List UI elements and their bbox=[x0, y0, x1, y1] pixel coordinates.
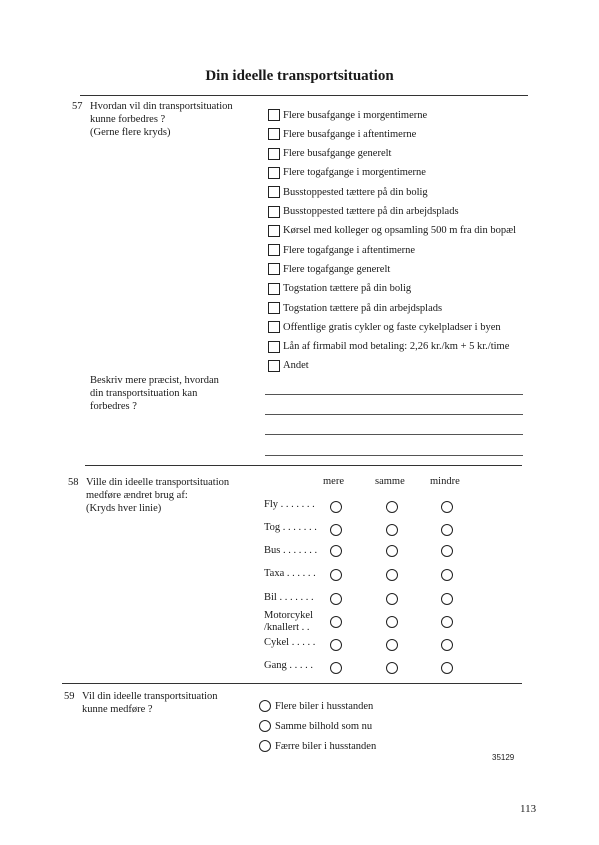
radio-mindre[interactable] bbox=[441, 662, 453, 674]
radio-mindre[interactable] bbox=[441, 616, 453, 628]
radio-mere[interactable] bbox=[330, 569, 342, 581]
checkbox[interactable] bbox=[268, 186, 280, 198]
q57-option-label: Busstoppested tættere på din bolig bbox=[283, 186, 428, 198]
checkbox[interactable] bbox=[268, 283, 280, 295]
q57-option[interactable] bbox=[268, 358, 309, 374]
transport-row-label: Motorcykel /knallert . . bbox=[264, 610, 313, 633]
transport-row-label: Fly . . . . . . . bbox=[264, 499, 315, 510]
column-header-samme: samme bbox=[375, 476, 405, 487]
radio-mindre[interactable] bbox=[441, 569, 453, 581]
q57-option-label: Flere togafgange i aftentimerne bbox=[283, 244, 416, 256]
radio-samme[interactable] bbox=[386, 524, 398, 536]
radio-mere[interactable] bbox=[330, 501, 342, 513]
q57-option-label: Flere busafgange i morgentimerne bbox=[283, 109, 428, 121]
checkbox[interactable] bbox=[268, 360, 280, 372]
radio-samme[interactable] bbox=[386, 616, 398, 628]
answer-line-3[interactable] bbox=[265, 434, 523, 435]
radio-samme[interactable] bbox=[386, 501, 398, 513]
q59-option[interactable] bbox=[259, 738, 376, 754]
transport-row-label: Bus . . . . . . . bbox=[264, 545, 318, 556]
answer-line-1[interactable] bbox=[265, 394, 523, 395]
checkbox[interactable] bbox=[268, 225, 280, 237]
q57-option[interactable] bbox=[268, 242, 415, 258]
radio-mindre[interactable] bbox=[441, 545, 453, 557]
checkbox[interactable] bbox=[268, 341, 280, 353]
q58-number: 58 bbox=[68, 477, 79, 488]
q57-option-label: Busstoppested tættere på din arbejdsplads bbox=[283, 206, 459, 217]
radio-button[interactable] bbox=[259, 740, 271, 752]
q59-option[interactable] bbox=[259, 718, 372, 734]
checkbox[interactable] bbox=[268, 109, 280, 121]
checkbox[interactable] bbox=[268, 321, 280, 333]
transport-row-label: Taxa . . . . . . bbox=[264, 568, 316, 579]
radio-mindre[interactable] bbox=[441, 639, 453, 651]
transport-row-label: Tog . . . . . . . bbox=[264, 522, 317, 533]
checkbox[interactable] bbox=[268, 244, 280, 256]
q57-option[interactable] bbox=[268, 204, 459, 220]
transport-row-label: Cykel . . . . . bbox=[264, 637, 316, 648]
q57-option-label: Flere busafgange i aftentimerne bbox=[283, 128, 417, 140]
form-code: 35129 bbox=[492, 753, 515, 762]
radio-mere[interactable] bbox=[330, 639, 342, 651]
q58-question: Ville din ideelle transportsituation medføre ændret brug af: (Kryds hver linie) bbox=[86, 477, 230, 514]
checkbox[interactable] bbox=[268, 128, 280, 140]
q57-option[interactable] bbox=[268, 184, 428, 200]
q59-option[interactable] bbox=[259, 698, 373, 714]
q57-option-label: Offentlige gratis cykler og faste cykelpladser i byen bbox=[283, 321, 501, 333]
q57-option-label: Flere togafgange i morgentimerne bbox=[283, 167, 426, 179]
q57-option[interactable] bbox=[268, 300, 442, 316]
radio-mere[interactable] bbox=[330, 593, 342, 605]
q57-option-label: Flere togafgange generelt bbox=[283, 263, 391, 275]
radio-button[interactable] bbox=[259, 720, 271, 732]
transport-row-label: Gang . . . . . bbox=[264, 660, 313, 671]
q57-option[interactable] bbox=[268, 339, 509, 355]
q57-option[interactable] bbox=[268, 107, 427, 123]
q57-number: 57 bbox=[72, 101, 83, 112]
q59-option-label: Samme bilhold som nu bbox=[275, 720, 373, 732]
q57-option-label: Flere busafgange generelt bbox=[283, 148, 392, 160]
q59-option-label: Færre biler i husstanden bbox=[275, 740, 377, 752]
q59-number: 59 bbox=[64, 691, 75, 702]
q57-option[interactable] bbox=[268, 126, 416, 142]
q57-option-label: Lån af firmabil mod betaling: 2,26 kr./km + 5 kr./time bbox=[283, 341, 510, 353]
radio-samme[interactable] bbox=[386, 545, 398, 557]
radio-mindre[interactable] bbox=[441, 593, 453, 605]
q57-describe-label: Beskriv mere præcist, hvordan din transportsituation kan forbedres ? bbox=[90, 375, 219, 412]
transport-row-label: Bil . . . . . . . bbox=[264, 592, 314, 603]
q57-option[interactable] bbox=[268, 146, 391, 162]
column-header-mere: mere bbox=[323, 476, 344, 487]
checkbox[interactable] bbox=[268, 302, 280, 314]
radio-mere[interactable] bbox=[330, 545, 342, 557]
checkbox[interactable] bbox=[268, 263, 280, 275]
answer-line-2[interactable] bbox=[265, 414, 523, 415]
q57-option-label: Andet bbox=[283, 360, 309, 372]
checkbox[interactable] bbox=[268, 167, 280, 179]
radio-mere[interactable] bbox=[330, 616, 342, 628]
column-header-mindre: mindre bbox=[430, 476, 460, 487]
checkbox[interactable] bbox=[268, 148, 280, 160]
radio-mere[interactable] bbox=[330, 524, 342, 536]
page-number: 113 bbox=[520, 803, 537, 815]
radio-samme[interactable] bbox=[386, 662, 398, 674]
radio-samme[interactable] bbox=[386, 593, 398, 605]
radio-samme[interactable] bbox=[386, 639, 398, 651]
radio-mere[interactable] bbox=[330, 662, 342, 674]
page-title: Din ideelle transportsituation bbox=[205, 68, 394, 84]
q57-option[interactable] bbox=[268, 165, 426, 181]
q57-option[interactable] bbox=[268, 281, 411, 297]
q57-option-label: Kørsel med kolleger og opsamling 500 m fra din bopæl bbox=[283, 225, 517, 237]
q57-option[interactable] bbox=[268, 223, 516, 239]
checkbox[interactable] bbox=[268, 206, 280, 218]
answer-line-4[interactable] bbox=[265, 455, 523, 456]
radio-samme[interactable] bbox=[386, 569, 398, 581]
section-rule-57 bbox=[85, 465, 522, 466]
radio-mindre[interactable] bbox=[441, 524, 453, 536]
title-rule bbox=[80, 95, 528, 96]
q57-option-label: Togstation tættere på din arbejdsplads bbox=[283, 302, 443, 314]
q59-option-label: Flere biler i husstanden bbox=[275, 700, 374, 712]
radio-button[interactable] bbox=[259, 700, 271, 712]
q57-option-label: Togstation tættere på din bolig bbox=[283, 283, 412, 295]
q57-option[interactable] bbox=[268, 319, 501, 335]
q59-question: Vil din ideelle transportsituation kunne medføre ? bbox=[82, 691, 218, 715]
radio-mindre[interactable] bbox=[441, 501, 453, 513]
q57-option[interactable] bbox=[268, 261, 390, 277]
q57-question: Hvordan vil din transportsituation kunne forbedres ? (Gerne flere kryds) bbox=[90, 101, 233, 138]
section-rule-58 bbox=[62, 683, 522, 684]
